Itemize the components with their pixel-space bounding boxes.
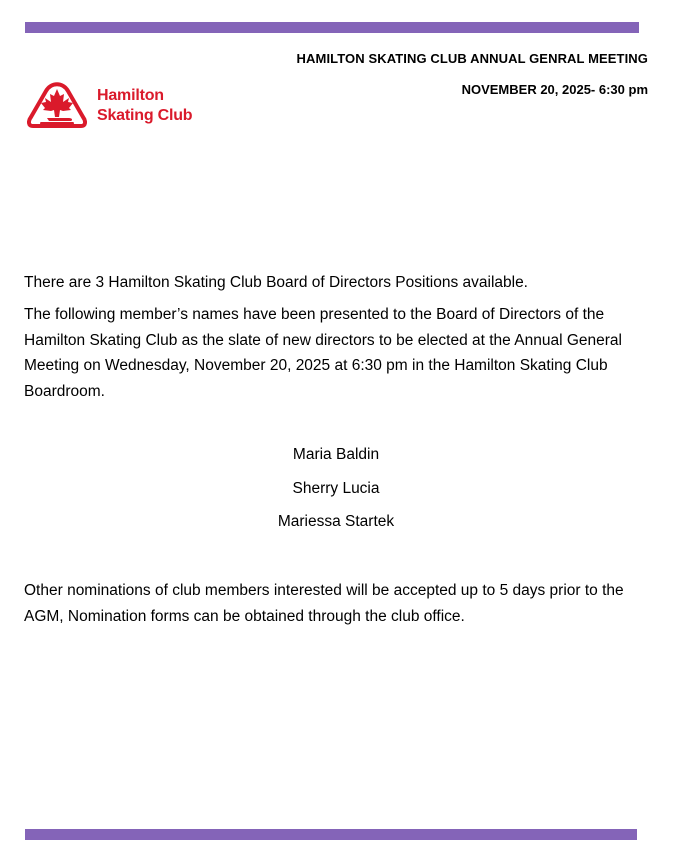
logo-line-1: Hamilton (97, 87, 164, 104)
other-nominations-paragraph: Other nominations of club members interested will be accepted up to 5 days prior to the AGM, Nomination forms can be obtained through the club office. (24, 582, 624, 625)
nominee-name: Sherry Lucia (292, 479, 380, 497)
slate-paragraph: The following member’s names have been presented to the Board of Directors of the Hamilton Skating Club as the slate of new directors to be elected at the Annual General Meeting on Wednesday, November 20, 2025 at 6:30 pm in the Hamilton Skating Club Boardroom. (24, 306, 622, 400)
positions-paragraph: There are 3 Hamilton Skating Club Board of Directors Positions available. (24, 274, 528, 291)
top-accent-bar (25, 22, 639, 33)
nominee-name: Maria Baldin (292, 446, 380, 463)
nominee-list (0, 443, 672, 544)
club-logo-wordmark (97, 86, 192, 126)
nominee-name: Mariessa Startek (277, 513, 395, 530)
logo-line-2: Skating Club (97, 107, 193, 124)
meeting-date: NOVEMBER 20, 2025- 6:30 pm (461, 82, 648, 97)
bottom-accent-bar (25, 829, 637, 840)
club-logo (27, 80, 192, 132)
maple-leaf-skate-icon (27, 80, 87, 132)
meeting-title: HAMILTON SKATING CLUB ANNUAL GENRAL MEETING (296, 51, 648, 66)
